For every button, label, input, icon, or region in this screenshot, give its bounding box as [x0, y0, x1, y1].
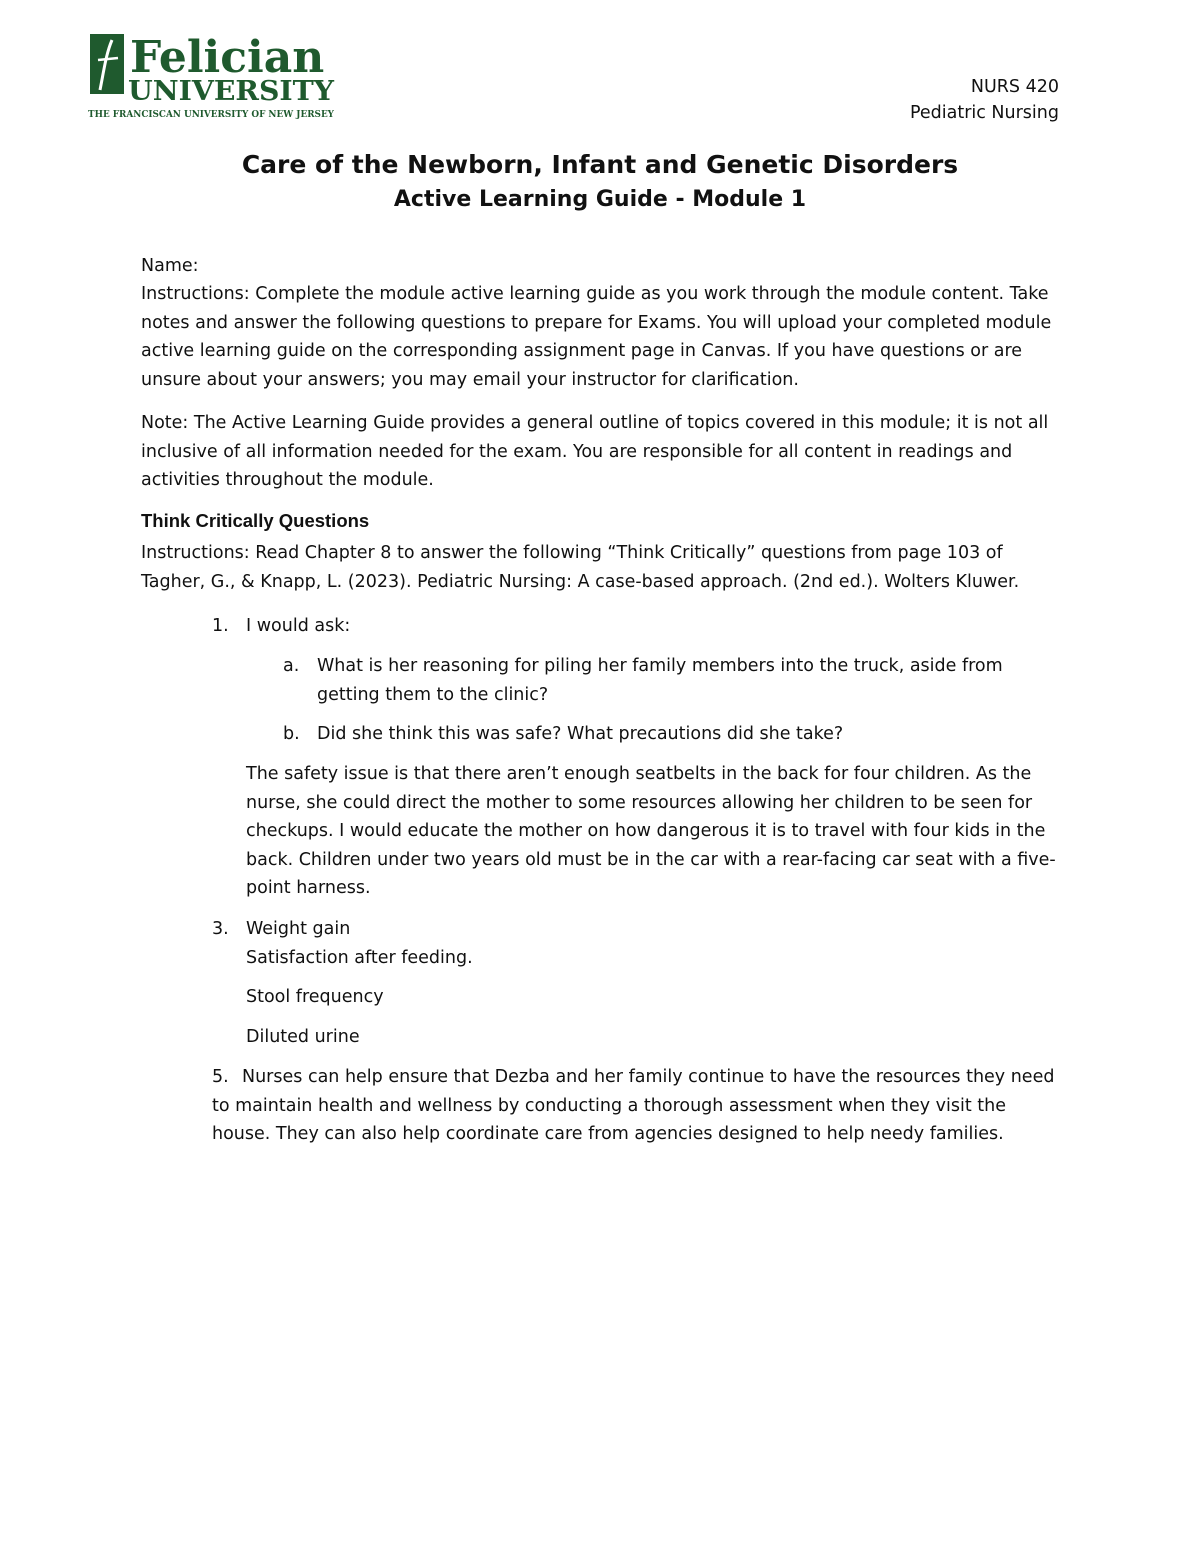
- answer-line: Satisfaction after feeding.: [246, 947, 473, 968]
- sub-title: Active Learning Guide - Module 1: [393, 187, 807, 212]
- answer-line: Nurses can help ensure that Dezba and her family continue to have the resources they need: [242, 1067, 1055, 1087]
- course-subject: Pediatric Nursing: [909, 103, 1059, 123]
- instructions-line: active learning guide on the corresponding assignment page in Canvas. If you have questions or are: [141, 341, 1023, 361]
- answer-line: nurse, she could direct the mother to some resources allowing her children to be seen for: [246, 792, 1033, 813]
- answer-line: house. They can also help coordinate care from agencies designed to help needy families.: [212, 1124, 1004, 1144]
- section-heading: Think Critically Questions: [141, 510, 370, 531]
- question-number: 3.: [212, 919, 229, 939]
- course-code: NURS 420: [970, 77, 1059, 97]
- document-title: [0, 147, 1200, 217]
- instructions-line: unsure about your answers; you may email your instructor for clarification.: [141, 369, 799, 390]
- instructions-line: notes and answer the following questions to prepare for Exams. You will upload your completed module: [141, 312, 1052, 333]
- question-5: [212, 1063, 1072, 1149]
- answer-line: point harness.: [246, 878, 371, 898]
- felician-university-logo: [88, 30, 338, 122]
- answer-line: back. Children under two years old must be in the car with a rear-facing car seat with a five-: [246, 849, 1056, 870]
- item-letter: a.: [283, 656, 300, 676]
- svg-text:THE FRANCISCAN UNIVERSITY OF N: THE FRANCISCAN UNIVERSITY OF NEW JERSEY: [88, 110, 335, 120]
- question-number: 5.: [212, 1067, 229, 1087]
- item-text: getting them to the clinic?: [317, 684, 549, 705]
- answer-line: Weight gain: [246, 919, 351, 939]
- answer-line: Stool frequency: [246, 987, 384, 1007]
- note-line: activities throughout the module.: [141, 470, 434, 490]
- svg-text:UNIVERSITY: UNIVERSITY: [128, 76, 335, 107]
- question-1-answer: [246, 760, 1066, 903]
- note-paragraph: [141, 409, 1061, 495]
- name-label: Name:: [141, 256, 199, 276]
- instructions-line: Instructions: Complete the module active learning guide as you work through the module content. Take: [141, 284, 1049, 304]
- section-instructions: [141, 539, 1061, 596]
- answer-line: Diluted urine: [246, 1026, 360, 1047]
- question-text: I would ask:: [246, 616, 351, 636]
- item-letter: b.: [283, 724, 300, 744]
- instructions-paragraph: [141, 280, 1061, 394]
- section-instructions-line: Instructions: Read Chapter 8 to answer the following “Think Critically” questions from page 103 of: [141, 543, 1003, 563]
- note-line: inclusive of all information needed for the exam. You are responsible for all content in readings and: [141, 441, 1013, 462]
- course-header: [910, 74, 1059, 126]
- item-text: What is her reasoning for piling her family members into the truck, aside from: [317, 656, 1003, 676]
- question-1b: [283, 720, 1063, 749]
- question-1a: [283, 652, 1063, 709]
- svg-text:Felician: Felician: [130, 32, 325, 83]
- question-number: 1.: [212, 616, 229, 636]
- section-instructions-line: Tagher, G., & Knapp, L. (2023). Pediatric Nursing: A case-based approach. (2nd ed.). Wolters Kluwer.: [141, 571, 1020, 592]
- main-title: Care of the Newborn, Infant and Genetic Disorders: [241, 150, 959, 179]
- note-line: Note: The Active Learning Guide provides a general outline of topics covered in this module; it is not all: [141, 413, 1049, 433]
- question-3: [212, 915, 1052, 1051]
- answer-line: to maintain health and wellness by conducting a thorough assessment when they visit the: [212, 1095, 1007, 1116]
- item-text: Did she think this was safe? What precautions did she take?: [317, 724, 844, 744]
- answer-line: checkups. I would educate the mother on how dangerous it is to travel with four kids in the: [246, 821, 1046, 841]
- question-1: [212, 612, 350, 641]
- answer-line: The safety issue is that there aren’t enough seatbelts in the back for four children. As the: [246, 764, 1032, 784]
